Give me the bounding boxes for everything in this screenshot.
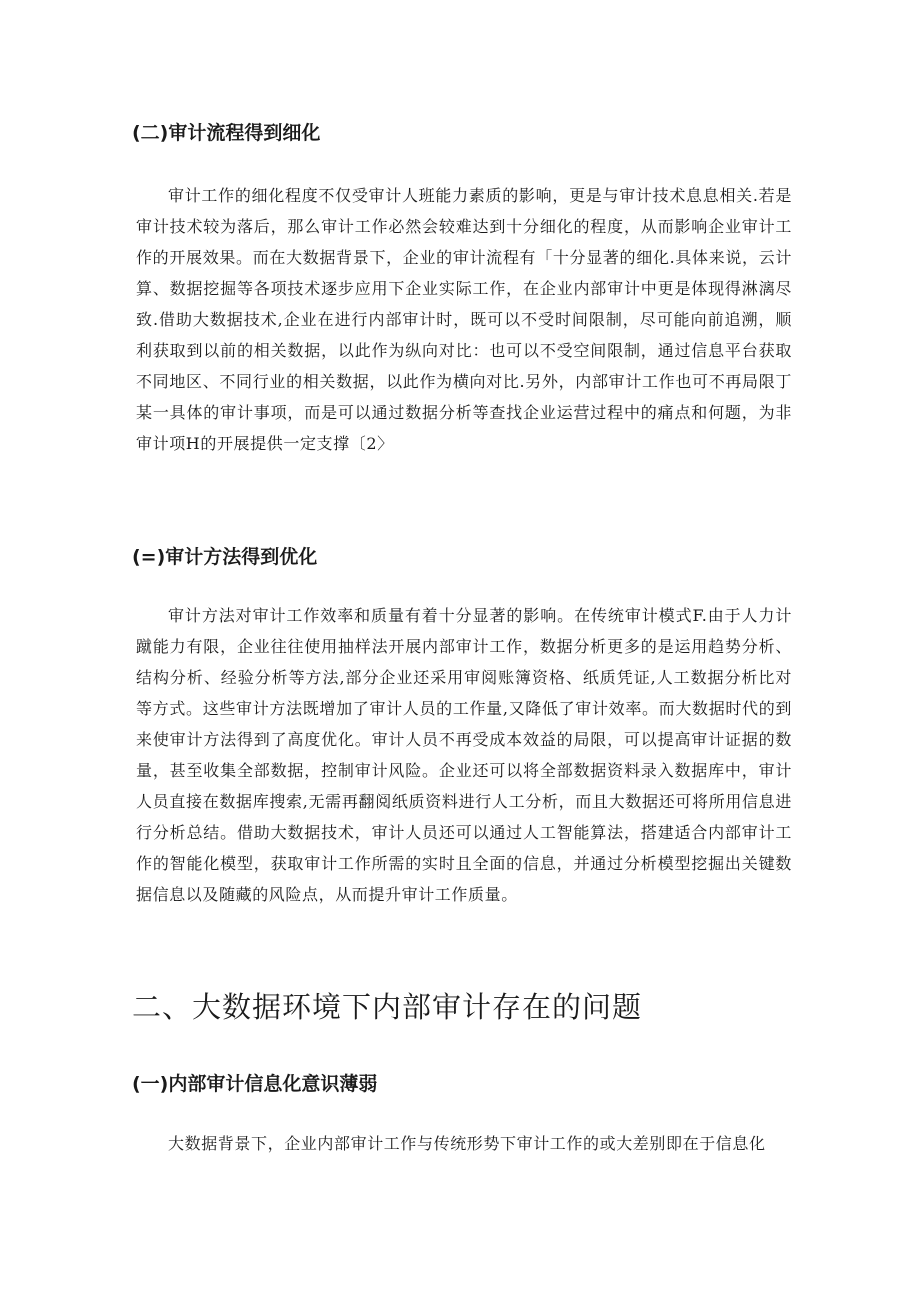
paragraph-awareness: 大数据背景下，企业内部审计工作与传统形势下审计工作的或大差别即在于信息化 bbox=[168, 1134, 766, 1153]
chapter-heading: 二、大数据环境下内部审计存在的问题 bbox=[132, 990, 643, 1024]
paragraph-process: 审计工作的细化程度不仅受审计人班能力素质的影响，更是与审计技术息息相关.若是审计技术较为落后，那么审计工作必然会较难达到十分细化的程度，从而影响企业审计工作的开展效果。而在大数据背景下，企业的审计流程有「十分显著的细化.具体来说，云计算、数据挖掘等各项技术逐步应用下企业实际工作，在企业内部审计中更是体现得淋漓尽致.借助大数据技术,企业在进行内部审计时，既可以不受时间限制，尽可能向前追溯，顺利获取到以前的相关数据，以此作为纵向对比：也可以不受空间限制，通过信息平台获取不同地区、不同行业的相关数据，以此作为横向对比.另外，内部审计工作也可不再局限丁某一具体的审计事项，而是可以通过数据分析等查找企业运营过程中的痛点和何题，为非审计项H的开展提供一定支撑〔2〉 bbox=[136, 186, 792, 453]
section-heading-awareness: (一)内部审计信息化意识薄弱 bbox=[132, 1073, 378, 1095]
paragraph-method: 审计方法对审计工作效率和质量有着十分显著的影响。在传统审计模式F.由于人力计蹴能力有限，企业往往使用抽样法开展内部审计工作，数据分析更多的是运用趋势分析、结构分析、经验分析等方法,部分企业还采用审阅账簿资格、纸质凭证,人工数据分析比对等方式。这些审计方法既增加了审计人员的工作量,又降低了审计效率。而大数据时代的到来使审计方法得到了高度优化。审计人员不再受成本效益的局限，可以提高审计证据的数量，甚至收集全部数据，控制审计风险。企业还可以将全部数据资料录入数据库中，审计人员直接在数据库搜索,无需再翻阅纸质资料进行人工分析，而且大数据还可将所用信息进行分析总结。借助大数据技术，审计人员还可以通过人工智能算法，搭建适合内部审计工作的智能化模型，获取审计工作所需的实时且全面的信息，并通过分析模型挖掘出关键数据信息以及随藏的风险点，从而提升审计工作质量。 bbox=[136, 606, 792, 904]
section-heading-method: (=)审计方法得到优化 bbox=[132, 546, 318, 568]
section-heading-process: (二)审计流程得到细化 bbox=[132, 122, 321, 144]
